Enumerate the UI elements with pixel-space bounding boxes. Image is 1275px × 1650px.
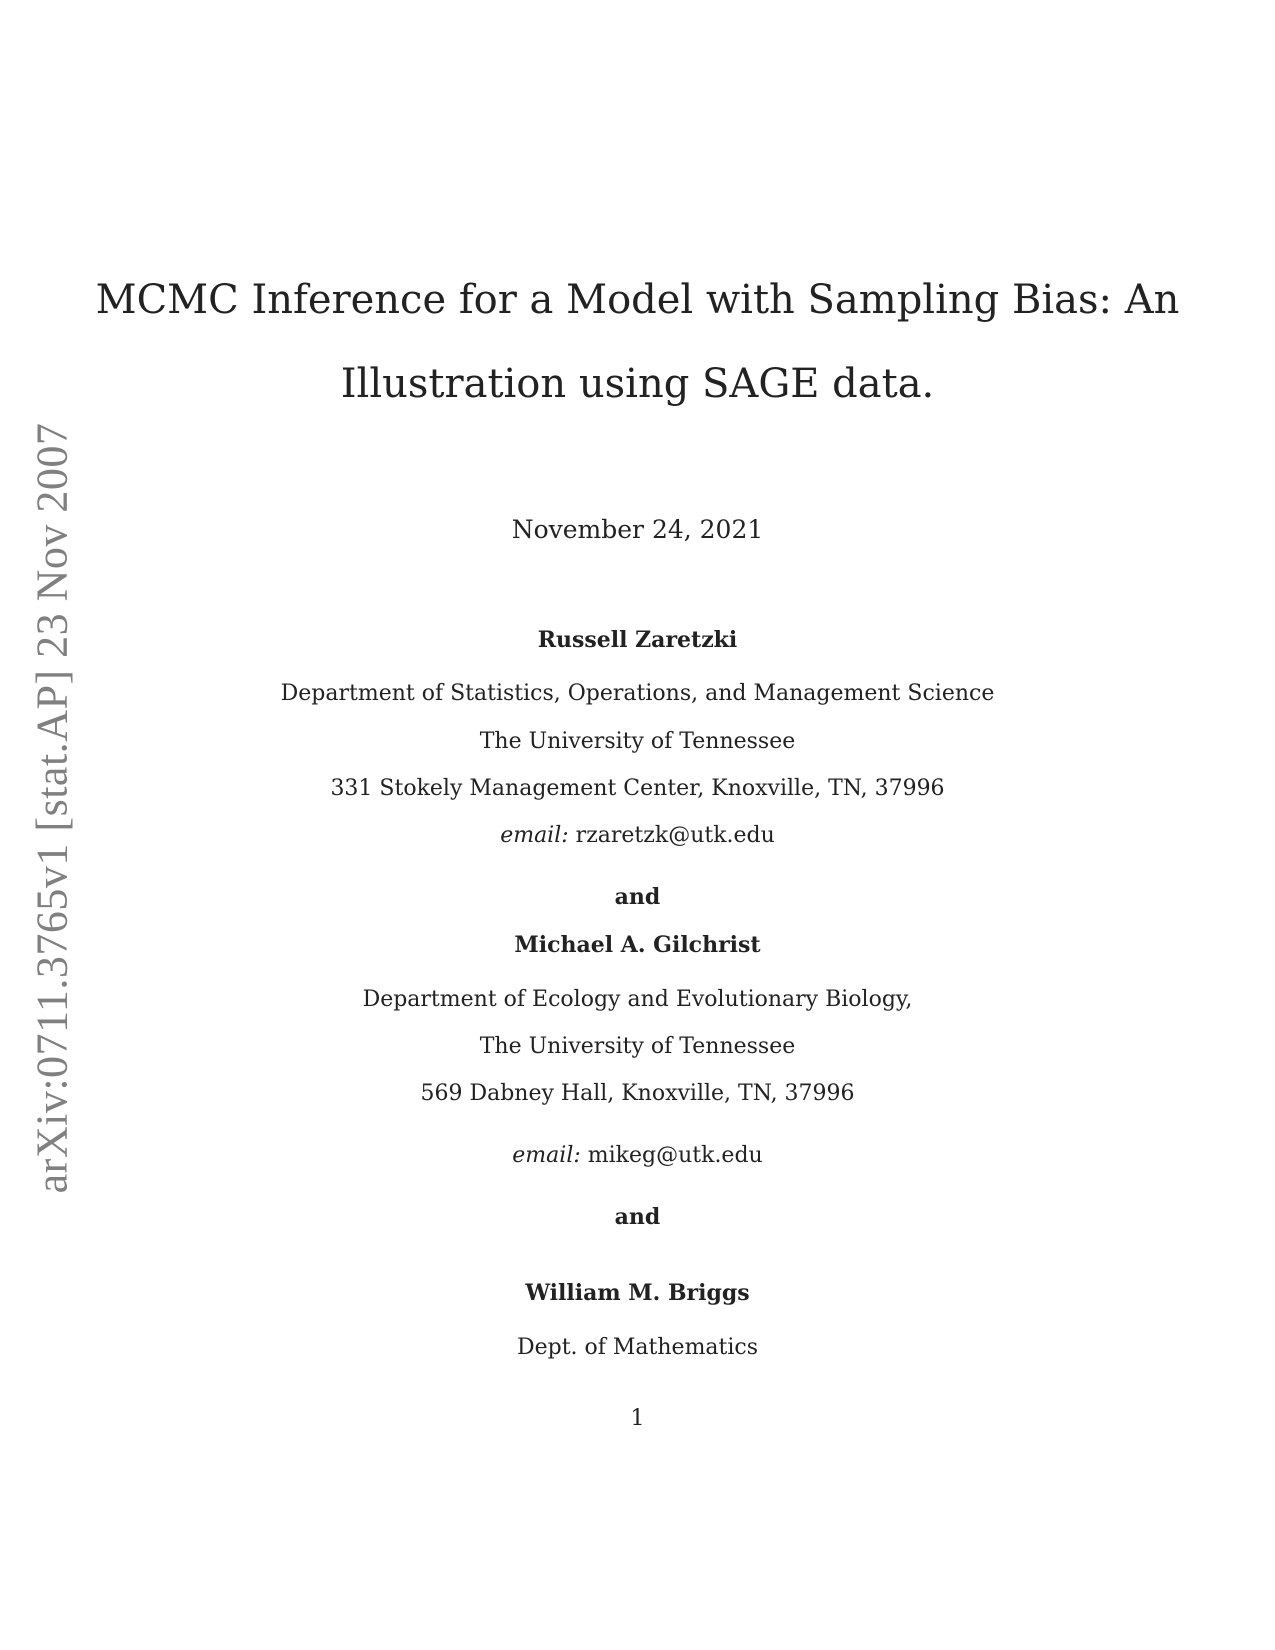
author-name-1: Russell Zaretzki [537, 627, 738, 653]
and-separator-1: and [614, 884, 661, 910]
author-1-email: rzaretzk@utk.edu [575, 823, 775, 848]
title-line-2: Illustration using SAGE data. [340, 361, 935, 407]
author-1-affiliation-line-2: The University of Tennessee [479, 729, 796, 754]
and-separator-2: and [614, 1204, 661, 1230]
page-number: 1 [630, 1406, 645, 1431]
author-2-affiliation-line-2: The University of Tennessee [479, 1034, 796, 1059]
author-2-email: mikeg@utk.edu [587, 1143, 763, 1168]
paper-title [0, 258, 1275, 426]
paper-date: November 24, 2021 [511, 515, 764, 544]
email-label: email: [512, 1143, 581, 1168]
author-name-2: Michael A. Gilchrist [514, 932, 761, 958]
author-1-email-row [0, 823, 1275, 848]
title-line-1: MCMC Inference for a Model with Sampling Bias: An [95, 277, 1180, 323]
author-2-email-row [0, 1143, 1275, 1168]
author-2-affiliation-line-3: 569 Dabney Hall, Knoxville, TN, 37996 [420, 1081, 855, 1106]
email-label: email: [500, 823, 569, 848]
author-1-affiliation-line-3: 331 Stokely Management Center, Knoxville, TN, 37996 [330, 776, 945, 801]
author-3-affiliation-line-1: Dept. of Mathematics [516, 1335, 759, 1360]
arxiv-identifier-stamp: arXiv:0711.3765v1 [stat.AP] 23 Nov 2007 [27, 422, 77, 1194]
author-name-3: William M. Briggs [525, 1280, 750, 1306]
author-1-affiliation-line-1: Department of Statistics, Operations, and Management Science [280, 681, 995, 706]
author-2-affiliation-line-1: Department of Ecology and Evolutionary Biology, [362, 987, 913, 1012]
